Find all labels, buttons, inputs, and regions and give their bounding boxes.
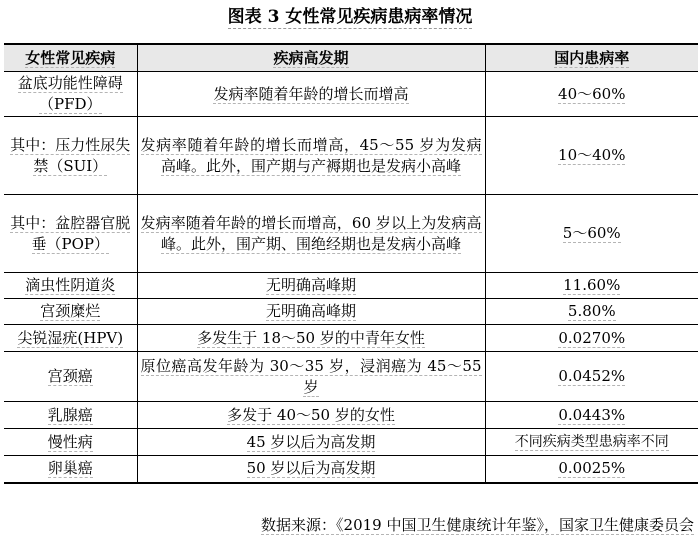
prevalence-rate: 5～60%	[485, 195, 698, 273]
table-row	[4, 402, 698, 429]
prevalence-rate: 10～40%	[485, 117, 698, 195]
disease-name: 卵巢癌	[4, 456, 137, 483]
disease-name: 宫颈糜烂	[4, 299, 137, 325]
table-row	[4, 456, 698, 483]
prevalence-rate: 0.0452%	[485, 352, 698, 402]
peak-period: 发病率随着年龄的增长而增高	[137, 72, 485, 117]
peak-period: 45 岁以后为高发期	[137, 429, 485, 456]
table-title: 图表 3 女性常见疾病患病率情况	[227, 7, 473, 27]
disease-name: 盆底功能性障碍（PFD）	[4, 72, 137, 117]
header-period: 疾病高发期	[137, 44, 485, 72]
disease-name: 乳腺癌	[4, 402, 137, 429]
table-header-row	[4, 44, 698, 72]
peak-period: 多发于 40～50 岁的女性	[137, 402, 485, 429]
table-row	[4, 195, 698, 273]
prevalence-rate: 40～60%	[485, 72, 698, 117]
table-row	[4, 117, 698, 195]
table-row	[4, 325, 698, 352]
peak-period: 发病率随着年龄的增长而增高，45～55 岁为发病高峰。此外，围产期与产褥期也是发病小高峰	[137, 117, 485, 195]
peak-period: 无明确高峰期	[137, 299, 485, 325]
table-row	[4, 429, 698, 456]
disease-name: 慢性病	[4, 429, 137, 456]
disease-name: 宫颈癌	[4, 352, 137, 402]
peak-period: 发病率随着年龄的增长而增高，60 岁以上为发病高峰。此外，围产期、围绝经期也是发病小高峰	[137, 195, 485, 273]
disease-name: 滴虫性阴道炎	[4, 273, 137, 299]
prevalence-rate: 5.80%	[485, 299, 698, 325]
prevalence-rate: 不同疾病类型患病率不同	[485, 429, 698, 456]
prevalence-rate: 11.60%	[485, 273, 698, 299]
disease-name: 其中：压力性尿失禁（SUI）	[4, 117, 137, 195]
table-row	[4, 352, 698, 402]
header-rate: 国内患病率	[485, 44, 698, 72]
peak-period: 50 岁以后为高发期	[137, 456, 485, 483]
prevalence-rate: 0.0443%	[485, 402, 698, 429]
prevalence-rate: 0.0270%	[485, 325, 698, 352]
disease-name: 尖锐湿疣(HPV)	[4, 325, 137, 352]
peak-period: 无明确高峰期	[137, 273, 485, 299]
table-row	[4, 299, 698, 325]
peak-period: 多发生于 18～50 岁的中青年女性	[137, 325, 485, 352]
table-row	[4, 72, 698, 117]
prevalence-rate: 0.0025%	[485, 456, 698, 483]
disease-table	[4, 43, 698, 484]
data-source-note: 数据来源：《2019 中国卫生健康统计年鉴》，国家卫生健康委员会	[261, 516, 694, 534]
header-disease: 女性常见疾病	[4, 44, 137, 72]
table-row	[4, 273, 698, 299]
peak-period: 原位癌高发年龄为 30～35 岁，浸润癌为 45～55 岁	[137, 352, 485, 402]
disease-name: 其中：盆腔器官脱垂（POP）	[4, 195, 137, 273]
